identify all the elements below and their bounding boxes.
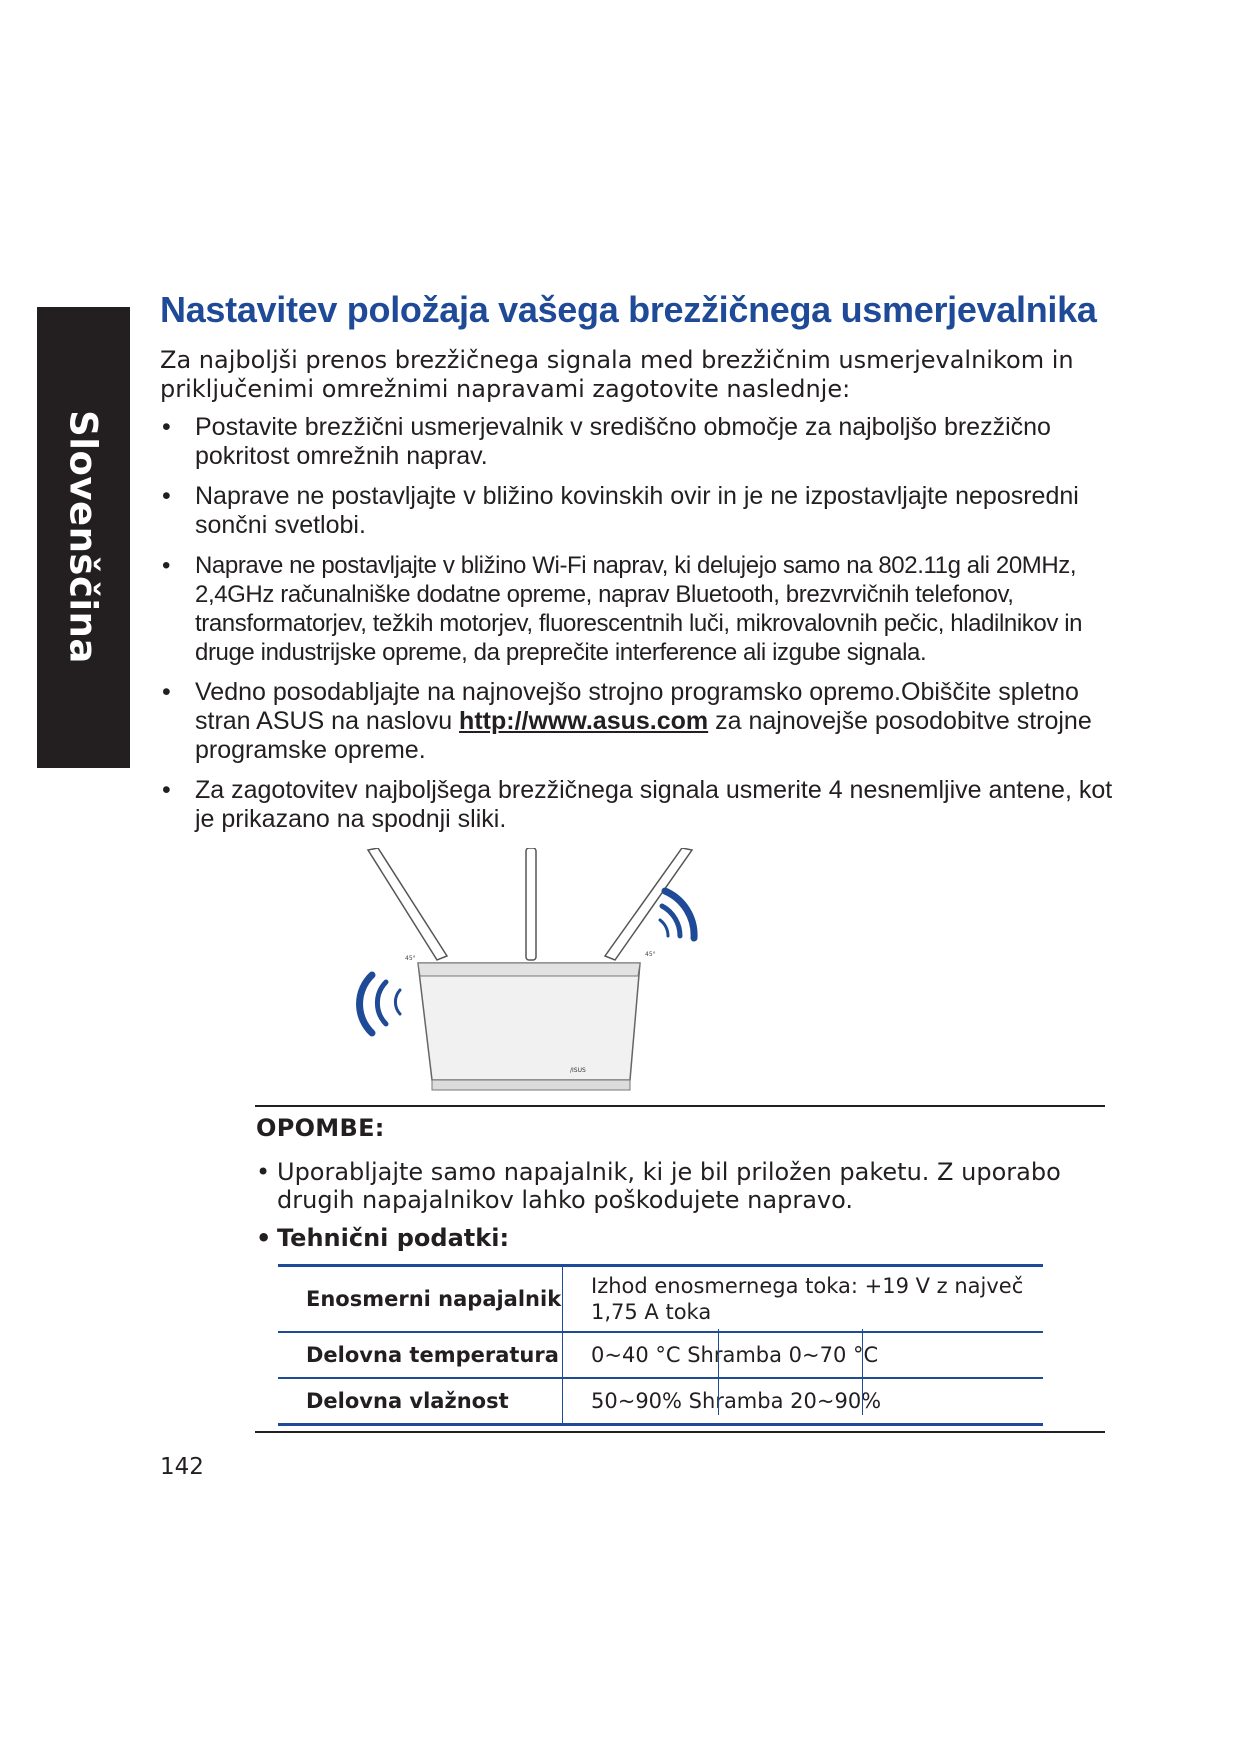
router-body-icon bbox=[418, 963, 640, 1090]
spec-label: Delovna vlažnost bbox=[306, 1389, 509, 1413]
list-item: • Naprave ne postavljajte v bližino kovinskih ovir in je ne izpostavljajte neposredni sončni svetlobi. bbox=[162, 482, 1079, 539]
list-item: • Uporabljajte samo napajalnik, ki je bil priložen paketu. Z uporabo drugih napajalnikov lahko poškodujete napravo. bbox=[256, 1158, 1061, 1214]
language-side-tab bbox=[37, 307, 130, 768]
technical-specs-table bbox=[278, 1264, 1043, 1426]
table-column-line bbox=[718, 1329, 719, 1415]
placement-tips-list bbox=[160, 413, 1120, 834]
wifi-waves-right-icon bbox=[660, 891, 694, 938]
wifi-waves-left-icon bbox=[360, 975, 400, 1033]
page-number: 142 bbox=[160, 1454, 204, 1480]
angle-label-left: 45° bbox=[405, 955, 416, 962]
table-column-line bbox=[862, 1329, 863, 1415]
router-antenna-illustration bbox=[320, 848, 770, 1098]
angle-label-right: 45° bbox=[645, 951, 656, 958]
svg-text:/ISUS: /ISUS bbox=[570, 1067, 586, 1074]
spec-label: Delovna temperatura bbox=[306, 1343, 559, 1367]
spec-value: Izhod enosmernega toka: +19 V z največ 1,75 A toka bbox=[563, 1266, 1044, 1333]
spec-label: Enosmerni napajalnik bbox=[306, 1287, 562, 1311]
table-row bbox=[278, 1378, 1043, 1425]
list-item: • Vedno posodabljajte na najnovejšo strojno programsko opremo.Obiščite spletno stran ASUS na naslovu http://www.asus.com za najnovejše posodobitve strojne programske opreme. bbox=[162, 678, 1092, 764]
list-item: • Tehnični podatki: bbox=[256, 1224, 510, 1252]
asus-website-link[interactable]: http://www.asus.com bbox=[459, 707, 709, 735]
intro-paragraph: Za najboljši prenos brezžičnega signala med brezžičnim usmerjevalnikom in priključenimi omrežnimi napravami zagotovite naslednje: bbox=[160, 346, 1074, 403]
spec-value: 50~90% Shramba 20~90% bbox=[563, 1378, 1044, 1425]
table-row bbox=[278, 1266, 1043, 1333]
language-label: Slovenščina bbox=[61, 410, 105, 664]
page-title: Nastavitev položaja vašega brezžičnega usmerjevalnika bbox=[160, 289, 1097, 330]
list-item: • Naprave ne postavljajte v bližino Wi-Fi naprav, ki delujejo samo na 802.11g ali 20MHz, 2,4GHz računalniške dodatne opreme, naprav Bluetooth, brezvrvičnih telefonov, transformatorjev, težkih motorjev, fluorescentnih luči, mikrovalovnih pečic, hladilnikov in druge industrijske opreme, da preprečite interference ali izgube signala. bbox=[162, 552, 1083, 666]
section-divider bbox=[255, 1431, 1105, 1433]
list-item: • Za zagotovitev najboljšega brezžičnega signala usmerite 4 nesnemljive antene, kot je prikazano na spodnji sliki. bbox=[162, 776, 1113, 833]
section-divider bbox=[255, 1105, 1105, 1107]
list-item: • Postavite brezžični usmerjevalnik v središčno območje za najboljšo brezžično pokritost omrežnih naprav. bbox=[162, 413, 1051, 470]
spec-value: 0~40 °C Shramba 0~70 °C bbox=[563, 1332, 1044, 1378]
notes-list bbox=[256, 1158, 1116, 1252]
antenna-left-icon bbox=[368, 848, 447, 960]
notes-heading: OPOMBE: bbox=[256, 1114, 385, 1142]
antenna-center-icon bbox=[526, 848, 536, 960]
table-row bbox=[278, 1332, 1043, 1378]
